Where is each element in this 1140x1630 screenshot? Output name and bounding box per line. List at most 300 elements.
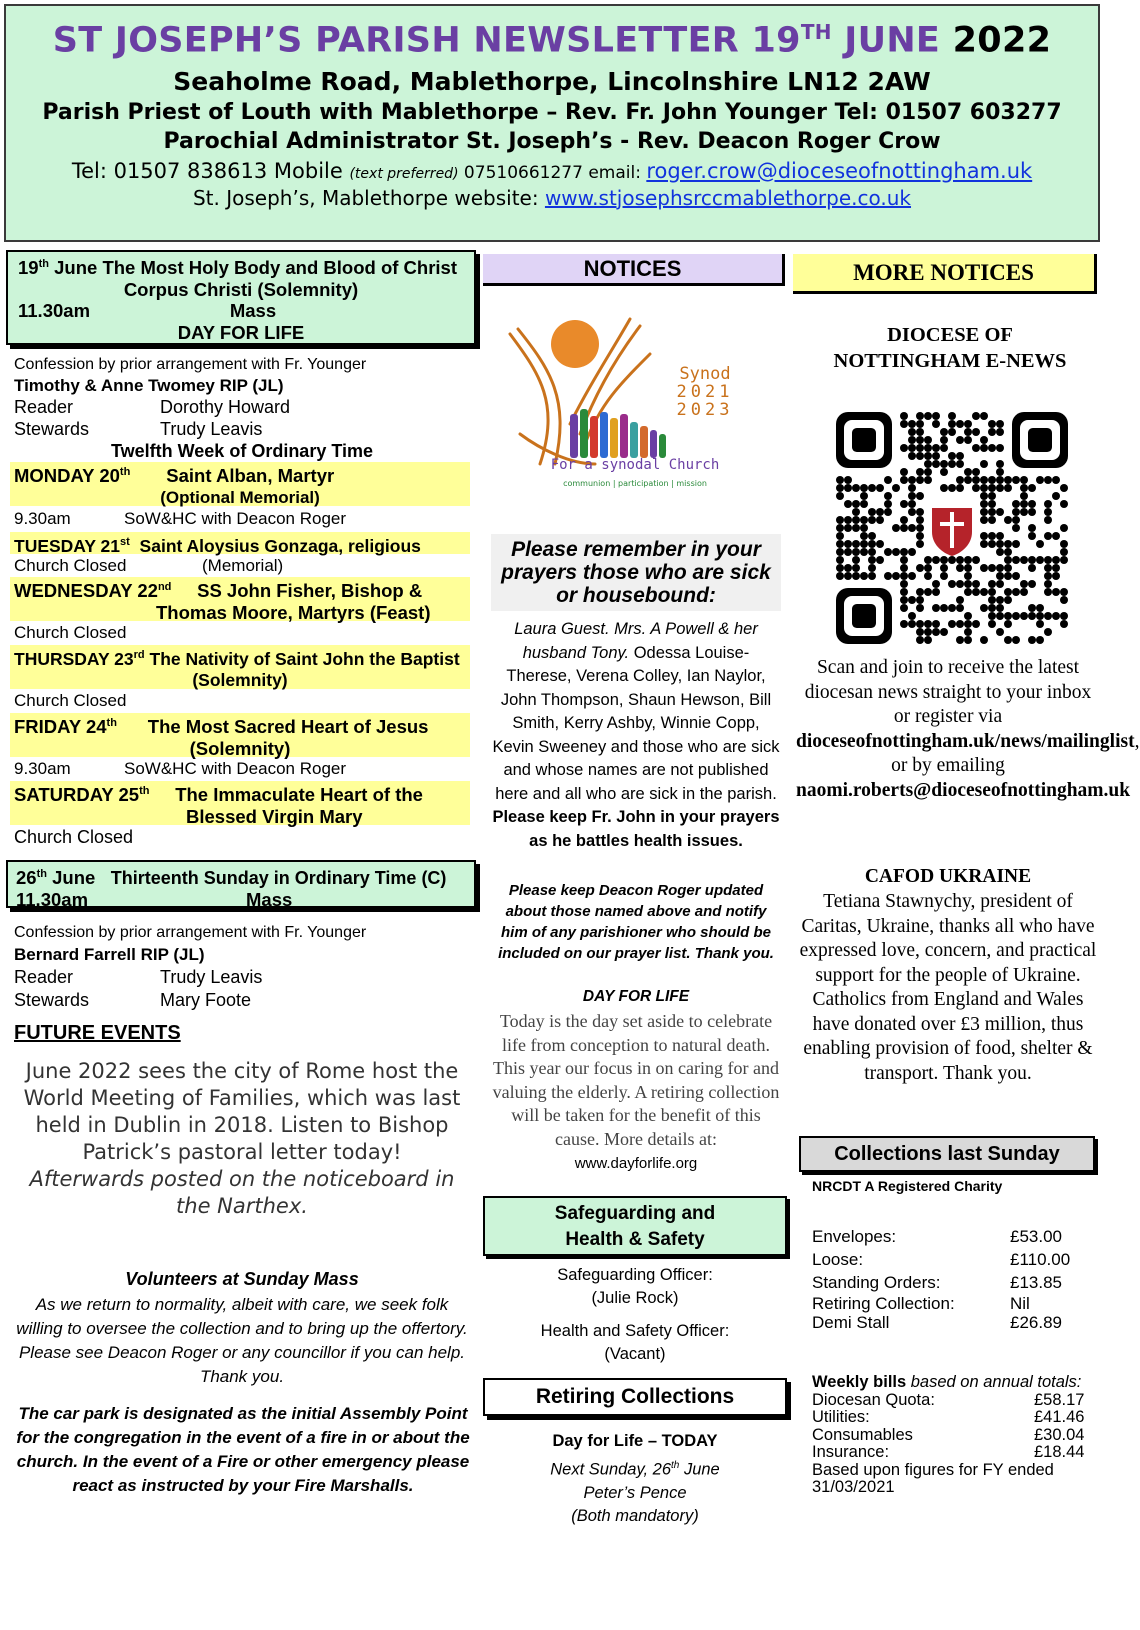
qr-module: [1052, 588, 1060, 596]
qr-module: [1060, 588, 1068, 596]
qr-module: [852, 500, 860, 508]
qr-module: [1020, 612, 1028, 620]
qr-module: [988, 444, 996, 452]
qr-module: [988, 596, 996, 604]
newsletter-title: ST JOSEPH’S PARISH NEWSLETTER 19TH JUNE 2022: [52, 20, 1052, 61]
qr-module: [924, 460, 932, 468]
qr-module: [924, 564, 932, 572]
tuesday-box: TUESDAY 21st Saint Aloysius Gonzaga, religious: [10, 532, 470, 554]
qr-module: [980, 444, 988, 452]
qr-module: [924, 556, 932, 564]
qr-module: [988, 604, 996, 612]
newsletter-header: [4, 4, 1100, 242]
qr-module: [900, 500, 908, 508]
qr-module: [908, 524, 916, 532]
qr-module: [956, 476, 964, 484]
qr-module: [996, 428, 1004, 436]
qr-module: [1012, 500, 1020, 508]
collection-row: Standing Orders: £13.85: [812, 1273, 1062, 1292]
qr-module: [908, 572, 916, 580]
qr-module: [988, 532, 996, 540]
qr-module: [1004, 564, 1012, 572]
qr-module: [1044, 508, 1052, 516]
qr-module: [1028, 484, 1036, 492]
collections-heading: Collections last Sunday: [799, 1136, 1095, 1172]
qr-module: [900, 468, 908, 476]
qr-module: [1060, 500, 1068, 508]
qr-module: [908, 484, 916, 492]
qr-module: [988, 428, 996, 436]
qr-module: [1020, 476, 1028, 484]
qr-module: [916, 420, 924, 428]
qr-module: [956, 420, 964, 428]
qr-module: [1020, 580, 1028, 588]
qr-module: [852, 524, 860, 532]
qr-module: [972, 444, 980, 452]
collection-row: Demi Stall £26.89: [812, 1313, 1062, 1332]
qr-module: [988, 540, 996, 548]
collection-row: Loose: £110.00: [812, 1250, 1071, 1269]
qr-module: [900, 596, 908, 604]
qr-module: [900, 620, 908, 628]
qr-module: [932, 420, 940, 428]
qr-module: [908, 452, 916, 460]
qr-module: [868, 508, 876, 516]
qr-module: [876, 556, 884, 564]
qr-module: [860, 548, 868, 556]
qr-module: [980, 460, 988, 468]
qr-module: [1052, 492, 1060, 500]
qr-module: [988, 500, 996, 508]
qr-module: [916, 628, 924, 636]
qr-module: [836, 556, 844, 564]
day-for-life-link[interactable]: www.dayforlife.org: [574, 1155, 698, 1172]
qr-module: [1012, 572, 1020, 580]
qr-module: [836, 516, 844, 524]
qr-module: [988, 580, 996, 588]
qr-module: [884, 548, 892, 556]
qr-module: [852, 564, 860, 572]
qr-module: [900, 604, 908, 612]
qr-module: [1028, 500, 1036, 508]
qr-module: [924, 412, 932, 420]
weekly-bills: [812, 1374, 1112, 1497]
qr-module: [980, 588, 988, 596]
qr-module: [868, 548, 876, 556]
contact-email[interactable]: naomi.roberts@dioceseofnottingham.uk: [796, 779, 1131, 801]
qr-module: [996, 460, 1004, 468]
qr-module: [1004, 636, 1012, 644]
qr-module: [948, 484, 956, 492]
qr-module: [884, 572, 892, 580]
qr-module: [844, 476, 852, 484]
qr-module: [1036, 636, 1044, 644]
qr-module: [892, 484, 900, 492]
qr-module: [868, 540, 876, 548]
qr-module: [908, 476, 916, 484]
qr-module: [996, 476, 1004, 484]
qr-module: [1036, 620, 1044, 628]
friday-service: 9.30am SoW&HC with Deacon Roger: [14, 759, 347, 778]
qr-module: [868, 564, 876, 572]
reader-row-2: Reader Trudy Leavis: [14, 967, 263, 987]
qr-module: [916, 428, 924, 436]
qr-module: [932, 620, 940, 628]
bill-row: Diocesan Quota: £58.17: [812, 1390, 1085, 1409]
qr-module: [1060, 540, 1068, 548]
qr-module: [932, 452, 940, 460]
qr-module: [964, 628, 972, 636]
qr-module: [964, 476, 972, 484]
qr-module: [908, 620, 916, 628]
qr-module: [1004, 476, 1012, 484]
qr-module: [1044, 556, 1052, 564]
qr-module: [1060, 548, 1068, 556]
qr-module: [1004, 484, 1012, 492]
collection-row: Retiring Collection: Nil: [812, 1294, 1030, 1313]
friday-box: FRIDAY 24th The Most Sacred Heart of Jesus (Solemnity): [10, 713, 470, 757]
qr-module: [996, 420, 1004, 428]
qr-module: [908, 492, 916, 500]
thursday-box: THURSDAY 23rd The Nativity of Saint John the Baptist (Solemnity): [10, 645, 470, 689]
rip-intention-1: Timothy & Anne Twomey RIP (JL): [14, 376, 284, 395]
qr-module: [972, 620, 980, 628]
qr-module: [1012, 516, 1020, 524]
qr-module: [980, 484, 988, 492]
volunteers-heading: Volunteers at Sunday Mass: [125, 1269, 359, 1289]
qr-module: [1004, 540, 1012, 548]
qr-module: [932, 412, 940, 420]
qr-module: [900, 548, 908, 556]
qr-module: [996, 596, 1004, 604]
qr-module: [908, 436, 916, 444]
qr-module: [852, 556, 860, 564]
qr-module: [964, 620, 972, 628]
qr-module: [868, 532, 876, 540]
email-link[interactable]: roger.crow@dioceseofnottingham.uk: [646, 158, 1033, 183]
tuesday-status: Church Closed (Memorial): [14, 556, 284, 575]
qr-module: [988, 612, 996, 620]
qr-module: [1020, 556, 1028, 564]
qr-module: [996, 548, 1004, 556]
qr-module: [1028, 636, 1036, 644]
qr-module: [964, 436, 972, 444]
qr-module: [1044, 564, 1052, 572]
qr-module: [996, 628, 1004, 636]
qr-module: [924, 476, 932, 484]
qr-module: [932, 556, 940, 564]
qr-module: [996, 540, 1004, 548]
qr-module: [1004, 516, 1012, 524]
qr-module: [1028, 580, 1036, 588]
bill-row: Utilities: £41.46: [812, 1408, 1085, 1426]
qr-module: [1020, 500, 1028, 508]
qr-module: [980, 500, 988, 508]
qr-module: [1020, 508, 1028, 516]
qr-module: [1012, 612, 1020, 620]
qr-module: [868, 484, 876, 492]
qr-module: [844, 484, 852, 492]
qr-module: [876, 540, 884, 548]
qr-module: [1060, 524, 1068, 532]
qr-module: [916, 516, 924, 524]
qr-module: [964, 420, 972, 428]
website-line: St. Joseph’s, Mablethorpe website: www.stjosephsrccmablethorpe.co.uk: [192, 185, 912, 210]
qr-module: [1052, 564, 1060, 572]
future-events-text: June 2022 sees the city of Rome host the World Meeting of Families, which was last held in Dublin in 2018. Listen to Bishop Patrick’s pastoral letter today! Afterwards posted on the noticeboard in the Narthex.: [23, 1059, 461, 1218]
qr-module: [1004, 572, 1012, 580]
qr-module: [916, 476, 924, 484]
qr-module: [980, 532, 988, 540]
stewards-row-1: Stewards Trudy Leavis: [14, 419, 263, 439]
qr-module: [932, 580, 940, 588]
qr-module: [1044, 612, 1052, 620]
qr-module: [940, 444, 948, 452]
qr-module: [956, 436, 964, 444]
qr-module: [836, 540, 844, 548]
qr-module: [916, 468, 924, 476]
qr-module: [1044, 516, 1052, 524]
qr-code-icon[interactable]: [836, 412, 1068, 644]
qr-module: [844, 564, 852, 572]
qr-module: [860, 516, 868, 524]
qr-module: [964, 556, 972, 564]
qr-module: [1044, 588, 1052, 596]
wednesday-status: Church Closed: [14, 623, 127, 642]
qr-module: [860, 500, 868, 508]
safeguarding-officers: Safeguarding Officer: (Julie Rock) Health and Safety Officer: (Vacant): [540, 1266, 730, 1363]
qr-module: [1044, 532, 1052, 540]
qr-module: [956, 604, 964, 612]
qr-module: [1012, 636, 1020, 644]
prayer-request-heading: Please remember in your prayers those who are sick or housebound:: [491, 534, 781, 611]
qr-module: [908, 420, 916, 428]
qr-module: [924, 620, 932, 628]
qr-module: [996, 484, 1004, 492]
qr-module: [916, 452, 924, 460]
qr-module: [988, 476, 996, 484]
qr-module: [940, 604, 948, 612]
qr-module: [924, 628, 932, 636]
qr-module: [868, 516, 876, 524]
qr-module: [1060, 620, 1068, 628]
qr-module: [972, 484, 980, 492]
qr-module: [988, 508, 996, 516]
qr-module: [940, 428, 948, 436]
qr-module: [916, 588, 924, 596]
synod-people-icon: [570, 409, 666, 458]
qr-module: [996, 532, 1004, 540]
qr-module: [836, 492, 844, 500]
website-link[interactable]: www.stjosephsrccmablethorpe.co.uk: [544, 185, 912, 210]
qr-module: [972, 556, 980, 564]
qr-module: [932, 588, 940, 596]
qr-module: [940, 564, 948, 572]
qr-module: [1012, 556, 1020, 564]
qr-module: [836, 524, 844, 532]
qr-module: [916, 436, 924, 444]
qr-module: [956, 484, 964, 492]
qr-module: [1004, 556, 1012, 564]
qr-module: [892, 572, 900, 580]
qr-module: [996, 444, 1004, 452]
qr-module: [956, 556, 964, 564]
qr-module: [988, 620, 996, 628]
qr-module: [1036, 612, 1044, 620]
qr-module: [1052, 612, 1060, 620]
qr-module: [884, 500, 892, 508]
qr-module: [996, 612, 1004, 620]
qr-module: [996, 604, 1004, 612]
saturday-status: Church Closed: [14, 827, 134, 847]
qr-module: [980, 436, 988, 444]
qr-module: [916, 596, 924, 604]
qr-module: [1028, 556, 1036, 564]
qr-module: [980, 476, 988, 484]
qr-module: [860, 540, 868, 548]
qr-module: [988, 588, 996, 596]
qr-module: [844, 548, 852, 556]
qr-module: [900, 588, 908, 596]
qr-module: [908, 444, 916, 452]
qr-module: [852, 548, 860, 556]
qr-module: [996, 564, 1004, 572]
qr-module: [972, 476, 980, 484]
qr-module: [1060, 556, 1068, 564]
day-for-life-text: Today is the day set aside to celebrate life from conception to natural death. This year our focus in on caring for and valuing the elderly. A retiring collection will be taken for the benefit of this cause. More details at: www.dayforlife.org: [492, 1011, 780, 1172]
qr-module: [916, 412, 924, 420]
qr-module: [1052, 572, 1060, 580]
qr-module: [836, 572, 844, 580]
qr-module: [1004, 588, 1012, 596]
qr-module: [932, 460, 940, 468]
qr-module: [956, 460, 964, 468]
qr-module: [1044, 628, 1052, 636]
qr-module: [916, 532, 924, 540]
qr-module: [1044, 572, 1052, 580]
week-title: Twelfth Week of Ordinary Time: [110, 441, 374, 461]
thursday-status: Church Closed: [14, 691, 127, 710]
qr-module: [908, 428, 916, 436]
qr-module: [916, 620, 924, 628]
qr-module: [964, 612, 972, 620]
qr-module: [964, 428, 972, 436]
qr-module: [900, 556, 908, 564]
qr-module: [996, 572, 1004, 580]
qr-module: [1036, 604, 1044, 612]
confession-note-1: Confession by prior arrangement with Fr. Younger: [14, 356, 367, 373]
qr-module: [964, 468, 972, 476]
qr-module: [836, 532, 844, 540]
assembly-point-notice: The car park is designated as the initial Assembly Point for the congregation in the event of a fire in or about the church. In the event of a Fire or other emergency please react as instructed by your Fire Marshalls.: [16, 1404, 470, 1495]
qr-module: [924, 588, 932, 596]
qr-module: [980, 492, 988, 500]
qr-module: [916, 604, 924, 612]
collections-table: [812, 1225, 1102, 1332]
prayer-list-notice: Please keep Deacon Roger updated about those named above and notify him of any parishioner who should be included on our prayer list. Thank you.: [498, 882, 774, 962]
qr-module: [1012, 476, 1020, 484]
qr-module: [956, 580, 964, 588]
qr-module: [852, 540, 860, 548]
qr-module: [924, 636, 932, 644]
qr-module: [932, 628, 940, 636]
qr-module: [988, 492, 996, 500]
parochial-administrator: Parochial Administrator St. Joseph’s - Rev. Deacon Roger Crow: [163, 128, 941, 154]
qr-module: [868, 572, 876, 580]
qr-module: [892, 548, 900, 556]
safeguarding-heading: Safeguarding and Health & Safety: [483, 1196, 787, 1256]
qr-module: [988, 420, 996, 428]
reader-row-1: Reader Dorothy Howard: [14, 397, 291, 417]
qr-module: [1052, 556, 1060, 564]
confession-note-2: Confession by prior arrangement with Fr. Younger: [14, 924, 367, 941]
qr-module: [956, 620, 964, 628]
qr-module: [916, 564, 924, 572]
sunday-26-june-box: 26th June Thirteenth Sunday in Ordinary Time (C) 11.30am Mass: [6, 860, 476, 908]
qr-module: [876, 516, 884, 524]
qr-module: [1004, 596, 1012, 604]
qr-module: [836, 564, 844, 572]
qr-module: [1020, 492, 1028, 500]
synod-sun-icon: [551, 320, 599, 368]
qr-module: [996, 580, 1004, 588]
qr-module: [836, 476, 844, 484]
notices-heading: NOTICES: [483, 254, 785, 286]
qr-module: [964, 564, 972, 572]
qr-module: [1028, 508, 1036, 516]
cafod-text: Tetiana Stawnychy, president of Caritas, Ukraine, thanks all who have expressed love, concern, and practical support for the people of Ukraine. Catholics from England and Wales have donated over £3 million, thus enabling provision of food, shelter & transport. Thank you.: [799, 891, 1097, 1084]
retiring-collections-heading: Retiring Collections: [483, 1378, 787, 1416]
qr-module: [852, 484, 860, 492]
charity-note: NRCDT A Registered Charity: [812, 1178, 1003, 1194]
qr-module: [836, 484, 844, 492]
mailinglist-link[interactable]: dioceseofnottingham.uk/news/mailinglist: [796, 730, 1135, 752]
qr-module: [980, 540, 988, 548]
qr-module: [1028, 532, 1036, 540]
stewards-row-2: Stewards Mary Foote: [14, 990, 252, 1010]
qr-module: [956, 636, 964, 644]
qr-module: [1036, 476, 1044, 484]
qr-module: [1052, 476, 1060, 484]
qr-module: [916, 444, 924, 452]
qr-module: [860, 572, 868, 580]
sick-list: Laura Guest. Mrs. A Powell & her husband Tony. Odessa Louise-Therese, Verena Colley, Ian Naylor, John Thompson, Shaun Hewson, Bill Smith, Kerry Ashby, Winnie Copp, Kevin Sweeney and those who are sick and whose names are not published here and all who are sick in the parish. Please keep Fr. John in your prayers as he battles health issues.: [492, 620, 780, 850]
qr-module: [980, 636, 988, 644]
qr-module: [972, 588, 980, 596]
qr-module: [1044, 476, 1052, 484]
qr-module: [964, 636, 972, 644]
qr-module: [1028, 612, 1036, 620]
qr-module: [1012, 588, 1020, 596]
qr-module: [1012, 524, 1020, 532]
contact-line: Tel: 01507 838613 Mobile (text preferred) 07510661277 email: roger.crow@dioceseofnottingham.uk: [71, 158, 1033, 183]
parish-address: Seaholme Road, Mablethorpe, Lincolnshire LN12 2AW: [173, 66, 931, 96]
qr-module: [924, 436, 932, 444]
qr-module: [924, 572, 932, 580]
qr-module: [980, 516, 988, 524]
qr-module: [948, 428, 956, 436]
rip-intention-2: Bernard Farrell RIP (JL): [14, 945, 205, 964]
qr-module: [940, 460, 948, 468]
qr-module: [932, 444, 940, 452]
qr-module: [1044, 580, 1052, 588]
qr-module: [980, 564, 988, 572]
qr-module: [892, 524, 900, 532]
enews-heading: DIOCESE OF NOTTINGHAM E-NEWS: [833, 324, 1067, 372]
parish-priest: Parish Priest of Louth with Mablethorpe – Rev. Fr. John Younger Tel: 01507 603277: [42, 99, 1062, 125]
monday-service: 9.30am SoW&HC with Deacon Roger: [14, 509, 347, 528]
qr-module: [1004, 548, 1012, 556]
